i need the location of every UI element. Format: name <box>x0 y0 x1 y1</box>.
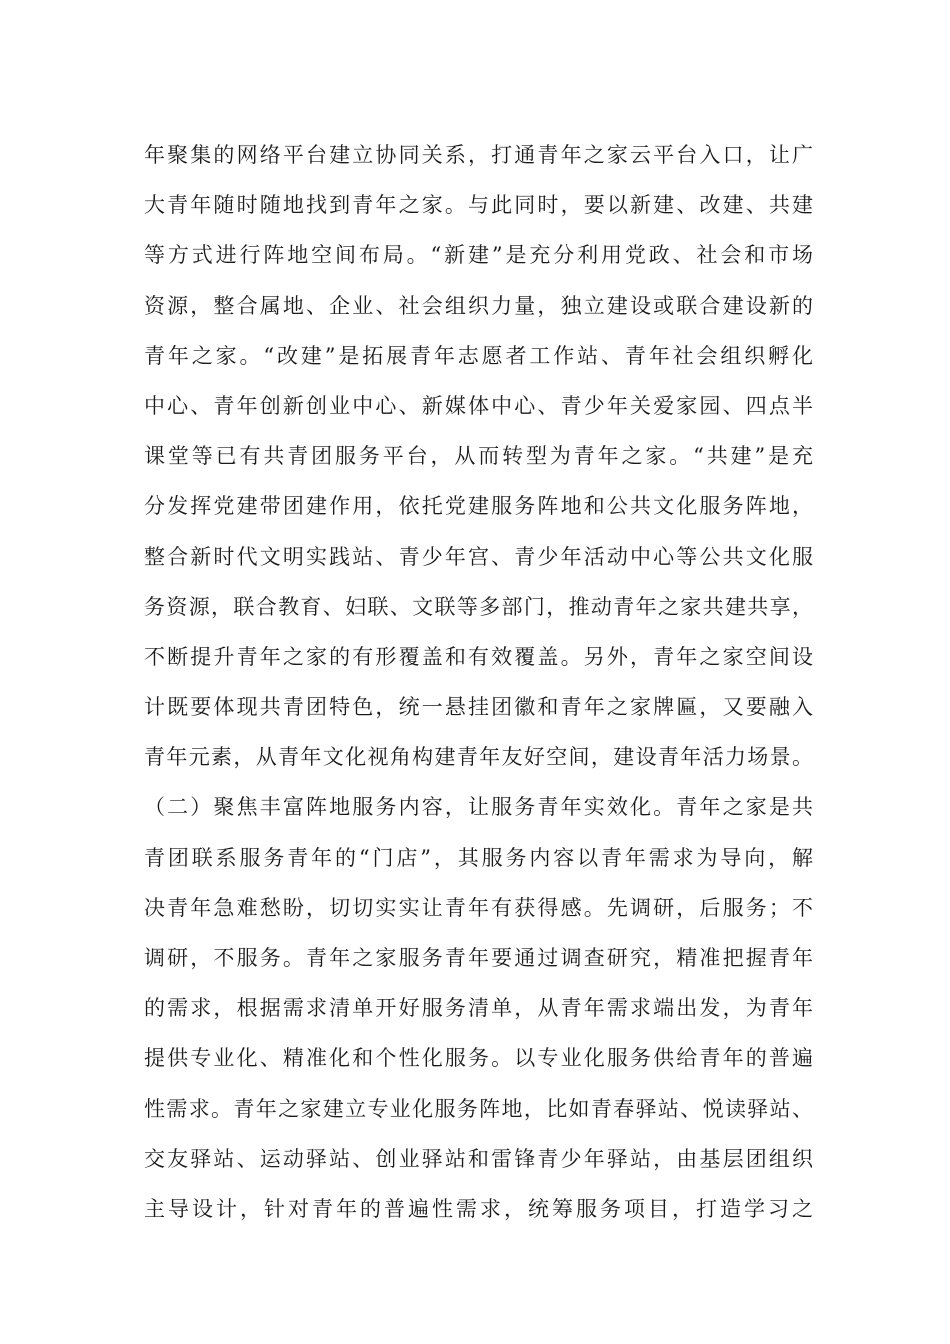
text-line: 青团联系服务青年的“门店”，其服务内容以青年需求为导向，解 <box>144 845 814 870</box>
text-line: 中心、青年创新创业中心、新媒体中心、青少年关爱家园、四点半 <box>144 393 814 418</box>
text-line: 整合新时代文明实践站、青少年宫、青少年活动中心等公共文化服 <box>144 544 814 569</box>
text-line: 的需求，根据需求清单开好服务清单，从青年需求端出发，为青年 <box>144 996 814 1021</box>
text-line: 计既要体现共青团特色，统一悬挂团徽和青年之家牌匾，又要融入 <box>144 695 814 720</box>
text-line: 务资源，联合教育、妇联、文联等多部门，推动青年之家共建共享， <box>144 594 814 619</box>
text-line: 青年元素，从青年文化视角构建青年友好空间，建设青年活力场景。 <box>144 745 814 770</box>
text-line: 提供专业化、精准化和个性化服务。以专业化服务供给青年的普遍 <box>144 1046 814 1071</box>
body-text <box>144 130 814 1234</box>
text-line: 大青年随时随地找到青年之家。与此同时，要以新建、改建、共建 <box>144 193 814 218</box>
text-line: 资源，整合属地、企业、社会组织力量，独立建设或联合建设新的 <box>144 293 814 318</box>
text-line: 课堂等已有共青团服务平台，从而转型为青年之家。“共建”是充 <box>144 444 814 469</box>
text-line: 交友驿站、运动驿站、创业驿站和雷锋青少年驿站，由基层团组织 <box>144 1146 814 1171</box>
text-line: 分发挥党建带团建作用，依托党建服务阵地和公共文化服务阵地， <box>144 494 814 519</box>
section-heading-line: （二）聚焦丰富阵地服务内容，让服务青年实效化。青年之家是共 <box>144 795 814 820</box>
text-line: 调研，不服务。青年之家服务青年要通过调查研究，精准把握青年 <box>144 946 814 970</box>
text-line: 性需求。青年之家建立专业化服务阵地，比如青春驿站、悦读驿站、 <box>144 1096 814 1121</box>
text-line: 等方式进行阵地空间布局。“新建”是充分利用党政、社会和市场 <box>144 243 814 268</box>
text-line: 决青年急难愁盼，切切实实让青年有获得感。先调研，后服务；不 <box>144 895 814 920</box>
text-line: 主导设计，针对青年的普遍性需求，统筹服务项目，打造学习之 <box>144 1196 814 1221</box>
text-line: 年聚集的网络平台建立协同关系，打通青年之家云平台入口，让广 <box>144 143 814 167</box>
text-line: 不断提升青年之家的有形覆盖和有效覆盖。另外，青年之家空间设 <box>144 644 814 669</box>
text-line: 青年之家。“改建”是拓展青年志愿者工作站、青年社会组织孵化 <box>144 343 814 368</box>
